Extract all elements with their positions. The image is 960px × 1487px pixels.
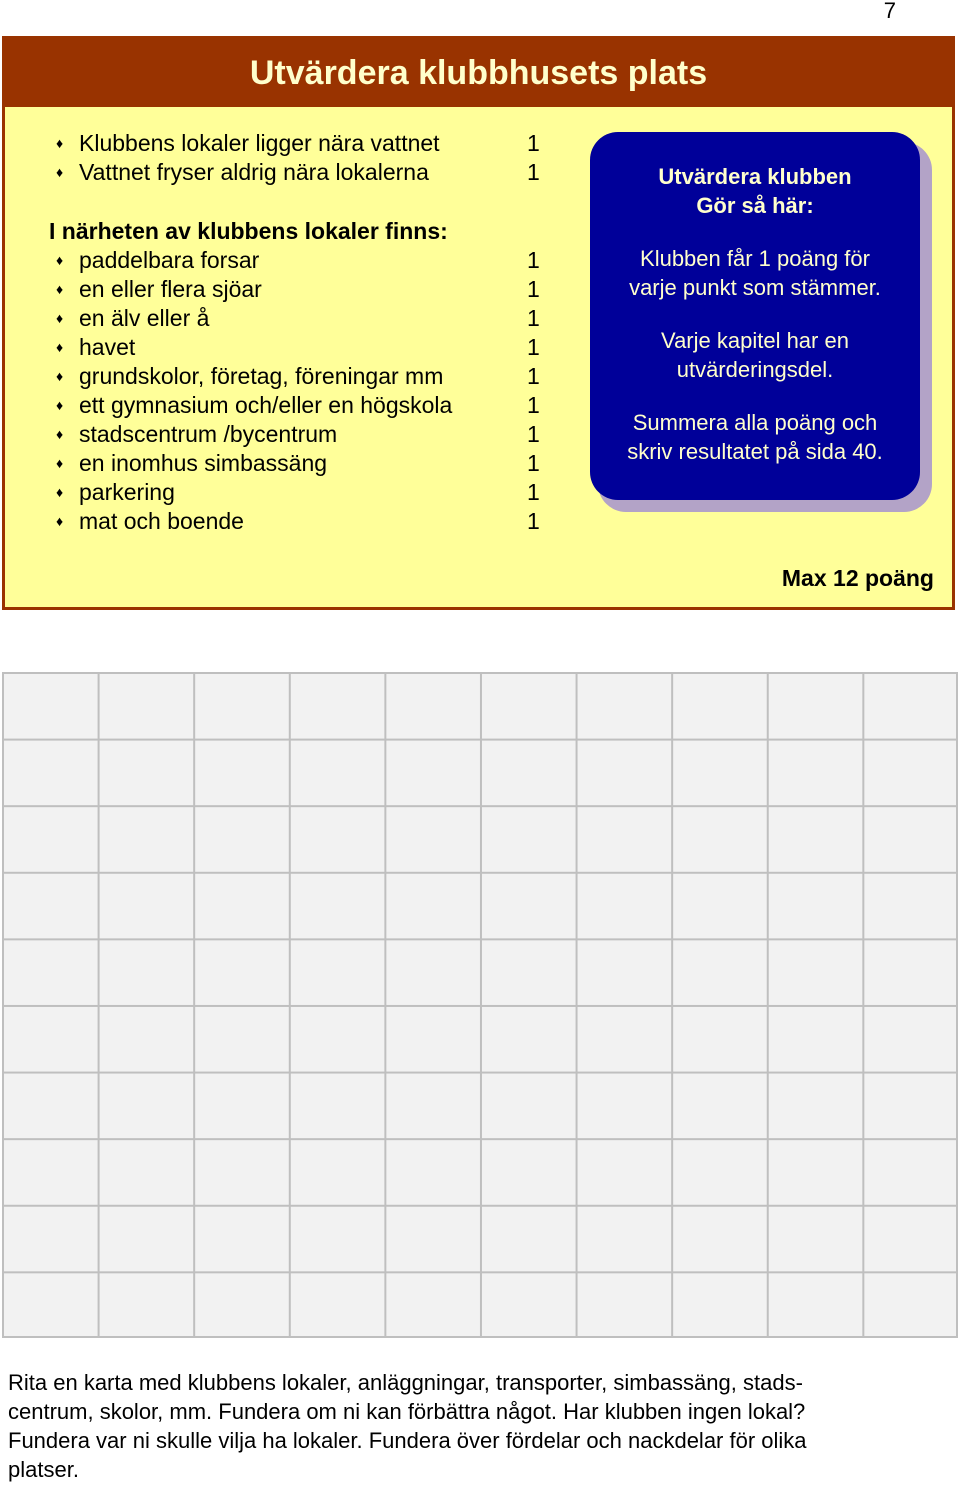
list-item xyxy=(49,420,549,449)
list-item-points: 1 xyxy=(527,247,540,273)
max-points: Max 12 poäng xyxy=(781,565,934,591)
list-item xyxy=(49,362,549,391)
instruction-line: centrum, skolor, mm. Fundera om ni kan förbättra något. Har klubben ingen lokal? xyxy=(8,1399,806,1424)
callout-text: varje punkt som stämmer. xyxy=(629,275,881,300)
list-item xyxy=(49,478,549,507)
list-item xyxy=(49,391,549,420)
list-item-points: 1 xyxy=(527,276,540,302)
diamond-bullet-icon: ♦ xyxy=(56,397,64,413)
list-item-points: 1 xyxy=(527,363,540,389)
diamond-bullet-icon: ♦ xyxy=(56,484,64,500)
list-item-points: 1 xyxy=(527,159,540,185)
list-item-label: mat och boende xyxy=(79,508,244,534)
criteria-list xyxy=(49,129,549,536)
list-item-points: 1 xyxy=(527,392,540,418)
list-item-points: 1 xyxy=(527,508,540,534)
list-item-points: 1 xyxy=(527,421,540,447)
list-item-label: Klubbens lokaler ligger nära vattnet xyxy=(79,130,440,156)
panel-title: Utvärdera klubbhusets plats xyxy=(5,39,952,107)
callout-title: Utvärdera klubben xyxy=(658,164,852,189)
diamond-bullet-icon: ♦ xyxy=(56,455,64,471)
list-item-points: 1 xyxy=(527,130,540,156)
list-item xyxy=(49,449,549,478)
instruction-line: Rita en karta med klubbens lokaler, anläggningar, transporter, simbassäng, stads- xyxy=(8,1370,803,1395)
list-item-points: 1 xyxy=(527,450,540,476)
callout-text: Varje kapitel har en xyxy=(661,328,849,353)
diamond-bullet-icon: ♦ xyxy=(56,426,64,442)
callout-text: Summera alla poäng och xyxy=(632,410,878,435)
callout-paragraph xyxy=(590,408,920,466)
instruction-line: platser. xyxy=(8,1457,79,1482)
instructions-callout xyxy=(590,132,920,500)
callout-paragraph xyxy=(590,326,920,384)
list-item xyxy=(49,158,549,187)
diamond-bullet-icon: ♦ xyxy=(56,252,64,268)
callout-text: utvärderingsdel. xyxy=(676,357,834,382)
diamond-bullet-icon: ♦ xyxy=(56,513,64,529)
diamond-bullet-icon: ♦ xyxy=(56,368,64,384)
map-instructions xyxy=(8,1368,938,1484)
list-item-points: 1 xyxy=(527,334,540,360)
list-item-label: stadscentrum /bycentrum xyxy=(79,421,338,447)
list-item xyxy=(49,246,549,275)
list-item-label: grundskolor, företag, föreningar mm xyxy=(79,363,444,389)
list-item-points: 1 xyxy=(527,305,540,331)
list-item xyxy=(49,275,549,304)
callout-subtitle: Gör så här: xyxy=(696,193,814,218)
list-item-label: ett gymnasium och/eller en högskola xyxy=(79,392,453,418)
list-item-label: havet xyxy=(79,334,136,360)
list-item-label: parkering xyxy=(79,479,175,505)
page-number: 7 xyxy=(883,0,896,23)
list-item xyxy=(49,129,549,158)
diamond-bullet-icon: ♦ xyxy=(56,310,64,326)
list-item xyxy=(49,507,549,536)
callout-paragraph xyxy=(590,244,920,302)
list-item-label: en eller flera sjöar xyxy=(79,276,262,302)
instruction-line: Fundera var ni skulle vilja ha lokaler. Fundera över fördelar och nackdelar för olika xyxy=(8,1428,807,1453)
callout-text: skriv resultatet på sida 40. xyxy=(627,439,883,464)
list-item-points: 1 xyxy=(527,479,540,505)
list-item xyxy=(49,304,549,333)
diamond-bullet-icon: ♦ xyxy=(56,281,64,297)
list-subheading: I närheten av klubbens lokaler finns: xyxy=(49,218,448,244)
list-item-label: paddelbara forsar xyxy=(79,247,260,273)
list-item-label: en älv eller å xyxy=(79,305,210,331)
diamond-bullet-icon: ♦ xyxy=(56,164,64,180)
list-item xyxy=(49,333,549,362)
callout-text: Klubben får 1 poäng för xyxy=(640,246,870,271)
diamond-bullet-icon: ♦ xyxy=(56,339,64,355)
diamond-bullet-icon: ♦ xyxy=(56,135,64,151)
map-drawing-grid xyxy=(2,672,958,1338)
list-item-label: en inomhus simbassäng xyxy=(79,450,328,476)
list-item-label: Vattnet fryser aldrig nära lokalerna xyxy=(79,159,429,185)
